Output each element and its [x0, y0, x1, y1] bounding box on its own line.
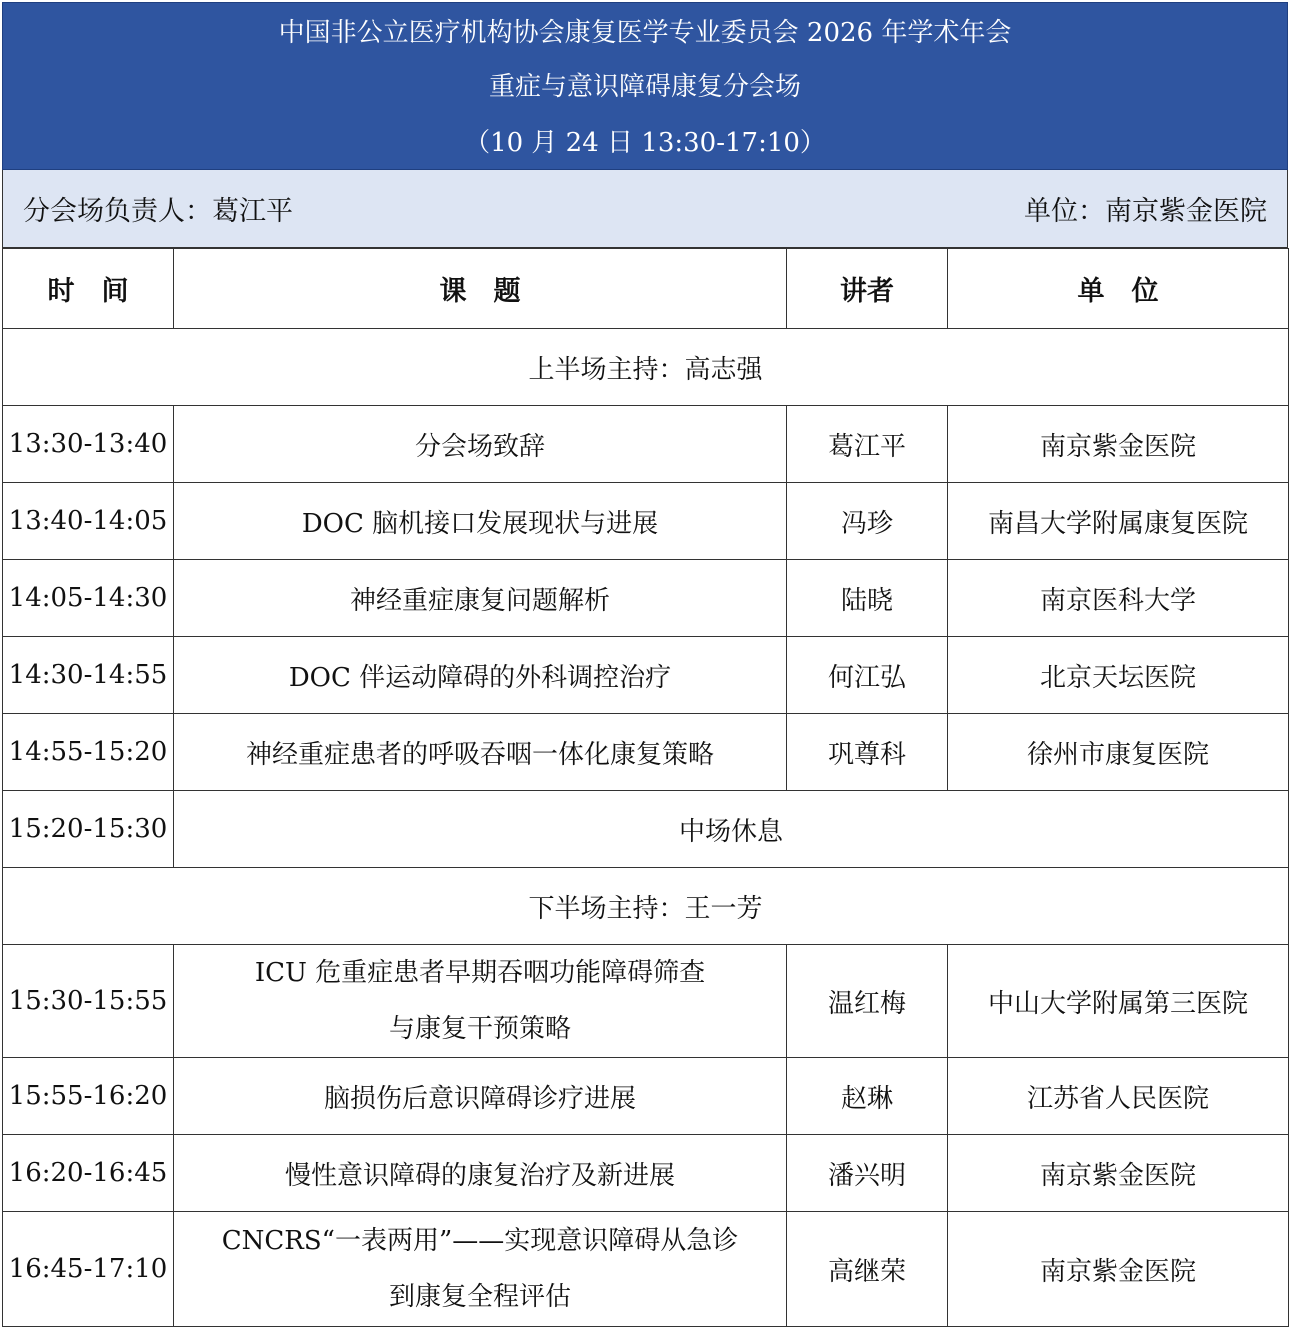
row-unit: 南京医科大学: [948, 560, 1289, 637]
row-time: 14:30-14:55: [3, 637, 174, 714]
row-topic-line: 与康复干预策略: [388, 1014, 571, 1044]
row-speaker: 赵琳: [787, 1058, 948, 1135]
row-time: 13:40-14:05: [3, 483, 174, 560]
table-row: [3, 945, 1289, 1058]
schedule-document: [2, 2, 1288, 1327]
session-leader: 分会场负责人：葛江平: [23, 196, 293, 227]
row-topic-line: CNCRS“一表两用”——实现意识障碍从急诊: [221, 1226, 739, 1256]
row-topic-line: 到康复全程评估: [388, 1282, 571, 1312]
break-row: [3, 791, 1289, 868]
row-topic: 分会场致辞: [174, 406, 787, 483]
row-time: 14:55-15:20: [3, 714, 174, 791]
row-topic: [174, 945, 787, 1058]
row-unit: 徐州市康复医院: [948, 714, 1289, 791]
break-time: 15:20-15:30: [3, 791, 174, 868]
row-unit: 南京紫金医院: [948, 406, 1289, 483]
table-header-row: [3, 249, 1289, 329]
table-row: [3, 1212, 1289, 1327]
row-speaker: 温红梅: [787, 945, 948, 1058]
host-row-second-half: [3, 868, 1289, 945]
table-row: [3, 637, 1289, 714]
row-speaker: 冯珍: [787, 483, 948, 560]
session-title: 重症与意识障碍康复分会场: [488, 72, 801, 102]
row-topic-line: ICU 危重症患者早期吞咽功能障碍筛查: [254, 958, 706, 988]
header-banner: [2, 2, 1288, 170]
row-unit: 南昌大学附属康复医院: [948, 483, 1289, 560]
second-half-host: 下半场主持：王一芳: [3, 868, 1289, 945]
table-row: [3, 560, 1289, 637]
column-header-speaker: 讲者: [787, 249, 948, 329]
table-row: [3, 714, 1289, 791]
column-header-unit: 单 位: [948, 249, 1289, 329]
row-unit: 江苏省人民医院: [948, 1058, 1289, 1135]
row-time: 16:45-17:10: [3, 1212, 174, 1327]
row-time: 13:30-13:40: [3, 406, 174, 483]
row-topic: 慢性意识障碍的康复治疗及新进展: [174, 1135, 787, 1212]
row-speaker: 葛江平: [787, 406, 948, 483]
table-row: [3, 1135, 1289, 1212]
table-row: [3, 483, 1289, 560]
first-half-host: 上半场主持：高志强: [3, 329, 1289, 406]
column-header-time: 时 间: [3, 249, 174, 329]
row-speaker: 高继荣: [787, 1212, 948, 1327]
row-time: 14:05-14:30: [3, 560, 174, 637]
row-topic: 脑损伤后意识障碍诊疗进展: [174, 1058, 787, 1135]
row-time: 15:55-16:20: [3, 1058, 174, 1135]
conference-title: 中国非公立医疗机构协会康复医学专业委员会 2026 年学术年会: [278, 18, 1012, 48]
session-unit: 单位：南京紫金医院: [1024, 196, 1267, 227]
break-label: 中场休息: [174, 791, 1289, 868]
row-topic: [174, 1212, 787, 1327]
row-topic: 神经重症康复问题解析: [174, 560, 787, 637]
host-row-first-half: [3, 329, 1289, 406]
row-unit: 南京紫金医院: [948, 1212, 1289, 1327]
row-topic: 神经重症患者的呼吸吞咽一体化康复策略: [174, 714, 787, 791]
schedule-table: [2, 248, 1289, 1327]
table-row: [3, 406, 1289, 483]
row-topic: DOC 脑机接口发展现状与进展: [174, 483, 787, 560]
table-row: [3, 1058, 1289, 1135]
row-time: 16:20-16:45: [3, 1135, 174, 1212]
row-speaker: 潘兴明: [787, 1135, 948, 1212]
row-speaker: 巩尊科: [787, 714, 948, 791]
row-speaker: 陆晓: [787, 560, 948, 637]
column-header-topic: 课 题: [174, 249, 787, 329]
row-topic: DOC 伴运动障碍的外科调控治疗: [174, 637, 787, 714]
row-unit: 南京紫金医院: [948, 1135, 1289, 1212]
row-speaker: 何江弘: [787, 637, 948, 714]
row-unit: 北京天坛医院: [948, 637, 1289, 714]
session-info-bar: [2, 170, 1288, 248]
session-date: （10 月 24 日 13:30-17:10）: [464, 128, 826, 158]
row-unit: 中山大学附属第三医院: [948, 945, 1289, 1058]
row-time: 15:30-15:55: [3, 945, 174, 1058]
